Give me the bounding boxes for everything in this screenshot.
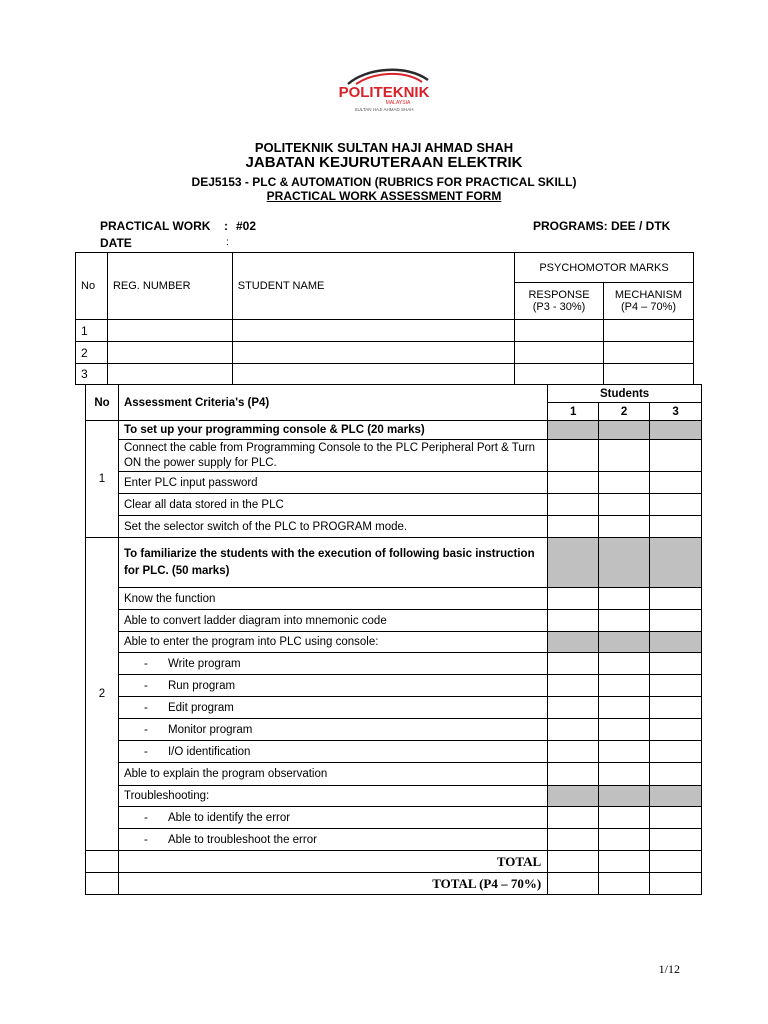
reg-number-cell[interactable]	[107, 342, 232, 364]
total-row	[86, 851, 702, 873]
mark-cell[interactable]	[650, 610, 702, 632]
mark-cell[interactable]	[599, 829, 650, 851]
mark-cell[interactable]	[650, 440, 702, 472]
institution-name: POLITEKNIK SULTAN HAJI AHMAD SHAH	[254, 140, 514, 155]
mark-cell[interactable]	[548, 494, 599, 516]
criteria-row: Set the selector switch of the PLC to PROGRAM mode.	[86, 516, 702, 538]
criteria-row: - Run program	[86, 675, 702, 697]
practical-work-label: PRACTICAL WORK	[100, 219, 211, 233]
mark-cell[interactable]	[650, 588, 702, 610]
criteria-row: Able to convert ladder diagram into mnemonic code	[86, 610, 702, 632]
criteria-row: Know the function	[86, 588, 702, 610]
form-title: PRACTICAL WORK ASSESSMENT FORM	[266, 189, 502, 203]
mark-cell[interactable]	[650, 697, 702, 719]
col-criteria: Assessment Criteria's (P4)	[118, 385, 547, 421]
mark-cell[interactable]	[599, 516, 650, 538]
total-cell[interactable]	[650, 873, 702, 895]
mark-cell[interactable]	[548, 610, 599, 632]
criteria-row: Able to enter the program into PLC using console:	[86, 632, 702, 653]
criteria-row: Connect the cable from Programming Console to the PLC Peripheral Port & Turn ON the power supply for PLC.	[86, 440, 702, 472]
total-pct-row	[86, 873, 702, 895]
mark-cell[interactable]	[650, 516, 702, 538]
section-number: 2	[86, 538, 119, 851]
svg-text:SULTAN HAJI AHMAD SHAH: SULTAN HAJI AHMAD SHAH	[354, 107, 414, 112]
page-number: 1/12	[658, 962, 680, 976]
date-sep: :	[226, 237, 229, 248]
mark-cell[interactable]	[650, 807, 702, 829]
criteria-row: Troubleshooting:	[86, 786, 702, 807]
student-name-cell[interactable]	[232, 364, 514, 385]
politeknik-logo	[326, 62, 442, 112]
col-student-name: STUDENT NAME	[232, 253, 514, 320]
programs: PROGRAMS: DEE / DTK	[533, 219, 671, 233]
criteria-row: - Write program	[86, 653, 702, 675]
section-title: To set up your programming console & PLC (20 marks)	[118, 421, 547, 440]
practical-work-value: #02	[236, 219, 257, 233]
col-psychomotor: PSYCHOMOTOR MARKS	[515, 253, 694, 283]
mark-cell[interactable]	[548, 516, 599, 538]
mark-cell[interactable]	[599, 719, 650, 741]
mechanism-cell[interactable]	[604, 320, 694, 342]
section-title: To familiarize the students with the execution of following basic instruction for PLC. (50 marks)	[118, 538, 547, 588]
mark-cell[interactable]	[548, 653, 599, 675]
response-cell[interactable]	[515, 364, 604, 385]
mechanism-cell[interactable]	[604, 342, 694, 364]
col-students: Students	[548, 385, 702, 403]
criteria-row: Clear all data stored in the PLC	[86, 494, 702, 516]
criteria-row: Able to explain the program observation	[86, 763, 702, 786]
mark-cell[interactable]	[650, 829, 702, 851]
mark-cell[interactable]	[650, 741, 702, 763]
mark-cell[interactable]	[599, 807, 650, 829]
table-row: 2	[76, 342, 694, 364]
col-student-1: 1	[548, 403, 599, 421]
criteria-row: - Monitor program	[86, 719, 702, 741]
table-row: 1	[76, 320, 694, 342]
total-cell[interactable]	[650, 851, 702, 873]
mark-cell[interactable]	[650, 719, 702, 741]
col-reg-number: REG. NUMBER	[107, 253, 232, 320]
mark-cell[interactable]	[548, 719, 599, 741]
section-row	[86, 538, 702, 588]
reg-number-cell[interactable]	[107, 320, 232, 342]
student-name-cell[interactable]	[232, 342, 514, 364]
svg-text:POLITEKNIK: POLITEKNIK	[338, 84, 430, 101]
mark-cell[interactable]	[548, 472, 599, 494]
mechanism-cell[interactable]	[604, 364, 694, 385]
assessment-table	[85, 384, 702, 895]
mark-cell[interactable]	[548, 829, 599, 851]
mark-cell[interactable]	[599, 440, 650, 472]
mark-cell[interactable]	[548, 741, 599, 763]
total-cell[interactable]	[548, 851, 599, 873]
department-name: JABATAN KEJURUTERAAN ELEKTRIK	[245, 154, 523, 171]
mark-cell[interactable]	[548, 675, 599, 697]
col-student-2: 2	[599, 403, 650, 421]
col-response: RESPONSE (P3 - 30%)	[515, 283, 604, 320]
mark-cell[interactable]	[599, 472, 650, 494]
criteria-row: - Able to troubleshoot the error	[86, 829, 702, 851]
criteria-row: - I/O identification	[86, 741, 702, 763]
mark-cell[interactable]	[650, 763, 702, 786]
mark-cell[interactable]	[548, 697, 599, 719]
mark-cell[interactable]	[548, 763, 599, 786]
col-no: No	[76, 253, 108, 320]
total-pct-label: TOTAL (P4 – 70%)	[118, 873, 547, 895]
criteria-row: - Able to identify the error	[86, 807, 702, 829]
date-label: DATE	[100, 236, 132, 250]
total-cell[interactable]	[548, 873, 599, 895]
mark-cell[interactable]	[650, 653, 702, 675]
col-mechanism: MECHANISM (P4 – 70%)	[604, 283, 694, 320]
mark-cell[interactable]	[548, 807, 599, 829]
criteria-row: Enter PLC input password	[86, 472, 702, 494]
mark-cell[interactable]	[650, 675, 702, 697]
table-row: 3	[76, 364, 694, 385]
mark-cell[interactable]	[548, 588, 599, 610]
mark-cell[interactable]	[599, 675, 650, 697]
course-title: DEJ5153 - PLC & AUTOMATION (RUBRICS FOR PRACTICAL SKILL)	[191, 175, 577, 189]
student-name-cell[interactable]	[232, 320, 514, 342]
total-label: TOTAL	[118, 851, 547, 873]
mark-cell[interactable]	[599, 610, 650, 632]
mark-cell[interactable]	[599, 741, 650, 763]
mark-cell[interactable]	[599, 494, 650, 516]
mark-cell[interactable]	[599, 653, 650, 675]
mark-cell[interactable]	[650, 472, 702, 494]
col-no: No	[86, 385, 119, 421]
student-table	[75, 252, 694, 385]
mark-cell[interactable]	[599, 697, 650, 719]
practical-work-sep: :	[224, 219, 228, 233]
mark-cell[interactable]	[650, 494, 702, 516]
total-cell[interactable]	[599, 873, 650, 895]
criteria-row: - Edit program	[86, 697, 702, 719]
reg-number-cell[interactable]	[107, 364, 232, 385]
mark-cell[interactable]	[599, 588, 650, 610]
total-cell[interactable]	[599, 851, 650, 873]
section-row	[86, 421, 702, 440]
mark-cell[interactable]	[548, 440, 599, 472]
mark-cell[interactable]	[599, 763, 650, 786]
response-cell[interactable]	[515, 320, 604, 342]
section-number: 1	[86, 421, 119, 538]
response-cell[interactable]	[515, 342, 604, 364]
col-student-3: 3	[650, 403, 702, 421]
svg-text:MALAYSIA: MALAYSIA	[385, 100, 411, 106]
